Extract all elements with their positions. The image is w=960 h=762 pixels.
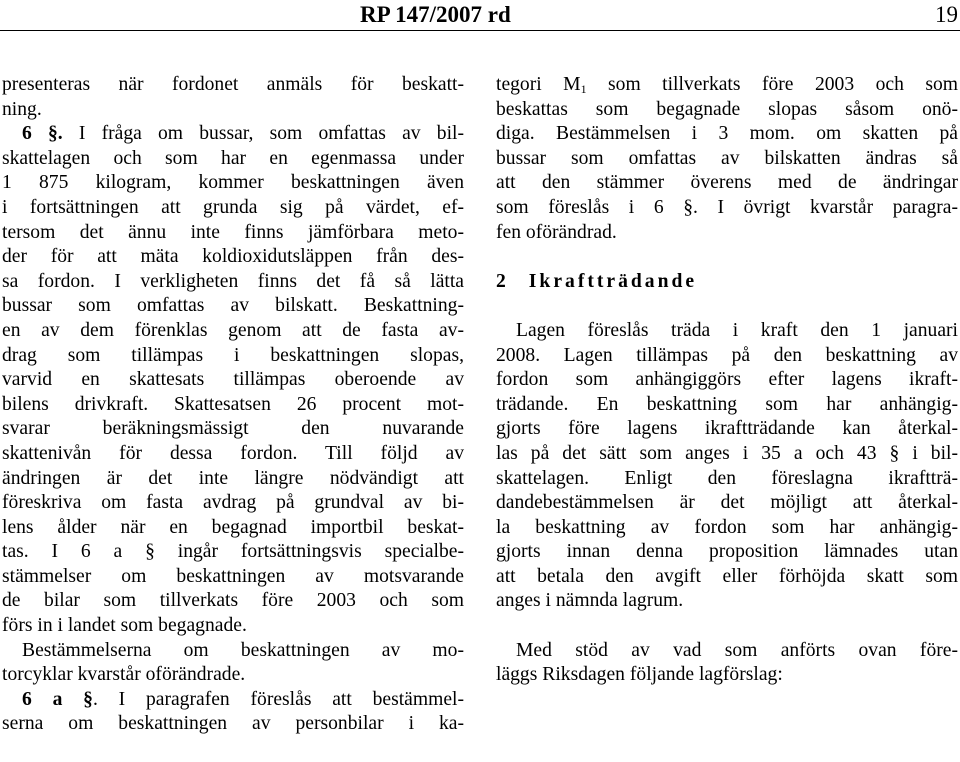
text-line: varvid en skattesats tillämpas oberoende av [2, 369, 464, 391]
text-line [496, 73, 958, 98]
text-line: tas. I 6 a § ingår fortsättningsvis specialbe- [2, 541, 464, 563]
text-line: presenteras när fordonet anmäls för beskatt- [2, 74, 464, 95]
section-number: 2 [496, 270, 509, 292]
text-line: stämmelser om beskattningen av motsvarande [2, 565, 464, 587]
text-line: Lagen föreslås träda i kraft den 1 januari [516, 319, 958, 341]
text-segment: tegori M [496, 74, 581, 95]
text-line: skattelagen. Enligt den föreslagna ikraftträ- [496, 467, 958, 489]
text-line: skattenivån för dessa fordon. Till följd av [2, 442, 464, 464]
text-line: dandebestämmelsen är det möjligt att återkal- [496, 492, 958, 514]
subscript: 1 [580, 82, 587, 96]
paragraph [496, 639, 958, 688]
text-line: diga. Bestämmelsen i 3 mom. om skatten på [496, 123, 958, 145]
text-line: Med stöd av vad som anförts ovan före- [516, 639, 958, 661]
text-segment: som tillverkats före 2003 och som [586, 74, 958, 95]
text-line: läggs Riksdagen följande lagförslag: [496, 664, 783, 686]
text-line: gjorts innan denna proposition lämnades utan [496, 541, 958, 563]
text-line: 6 §. I fråga om bussar, som omfattas av bil- [22, 123, 464, 145]
text-line: serna om beskattningen av personbilar i ka- [2, 713, 464, 735]
text-line: en av dem förenklas genom att de fasta av- [2, 319, 464, 341]
text-line: la beskattning av fordon som har anhängig- [496, 516, 958, 538]
document-header: RP 147/2007 rd [360, 2, 511, 27]
text-line: att betala den avgift eller förhöjda skatt som [496, 565, 958, 587]
text-line: fordon som anhängiggörs efter lagens ikraft- [496, 369, 958, 391]
text-line: föreskriva om fasta avdrag på grundval av bi- [2, 492, 464, 514]
right-column [496, 73, 958, 688]
text-line: förs in i landet som begagnade. [2, 615, 247, 637]
text-line: ning. [2, 98, 42, 120]
text-line: bilens drivkraft. Skattesatsen 26 procent mot- [2, 393, 464, 415]
text-line: trädande. En beskattning som har anhängig- [496, 393, 958, 415]
text-line: de bilar som tillverkats före 2003 och som [2, 590, 464, 612]
text-line: 6 a §. I paragrafen föreslås att bestämmel- [22, 688, 465, 710]
text-line: Bestämmelserna om beskattningen av mo- [22, 639, 464, 661]
text-line: las på det sätt som anges i 35 a och 43 § i bil- [496, 442, 958, 464]
text-line: lens ålder när en begagnad importbil beskat- [2, 516, 464, 538]
text-line: i fortsättningen att grunda sig på värdet, ef- [2, 196, 464, 218]
text-line: 2008. Lagen tillämpas på den beskattning av [496, 344, 958, 366]
text-line: fen oförändrad. [496, 221, 617, 243]
text-line: anges i nämnda lagrum. [496, 590, 684, 612]
header-rule [0, 30, 960, 31]
text-line: drag som tillämpas i beskattningen slopas, [2, 344, 464, 366]
section-heading [496, 270, 958, 295]
text-line: sa fordon. I verkligheten finns det få så lätta [2, 270, 464, 292]
left-column [2, 73, 464, 737]
text-line: skattelagen och som har en egenmassa under [2, 147, 464, 169]
text-line: torcyklar kvarstår oförändrade. [2, 664, 246, 686]
text-line: gjorts före lagens ikraftträdande kan återkal- [496, 418, 958, 440]
text-line: beskattas som begagnade slopas såsom onö- [496, 98, 958, 120]
text-line: ändringen är det inte längre nödvändigt att [2, 467, 464, 489]
paragraph [496, 319, 958, 614]
paragraph [496, 98, 958, 246]
page-number: 19 [935, 2, 958, 27]
text-line: som föreslås i 6 §. I övrigt kvarstår paragra- [496, 196, 958, 218]
text-line: svarar beräkningsmässigt den nuvarande [2, 418, 464, 440]
text-line: bussar som omfattas av bilskatt. Beskattning- [2, 295, 464, 317]
section-title: Ikraftträdande [528, 270, 698, 292]
text-line: att den stämmer överens med de ändringar [496, 172, 958, 194]
text-line: bussar som omfattas av bilskatten ändras så [496, 147, 958, 169]
text-line: 1 875 kilogram, kommer beskattningen även [2, 172, 464, 194]
text-line: tersom det ännu inte finns jämförbara meto- [2, 221, 464, 243]
text-line: der för att mäta koldioxidutsläppen från des- [2, 246, 464, 268]
